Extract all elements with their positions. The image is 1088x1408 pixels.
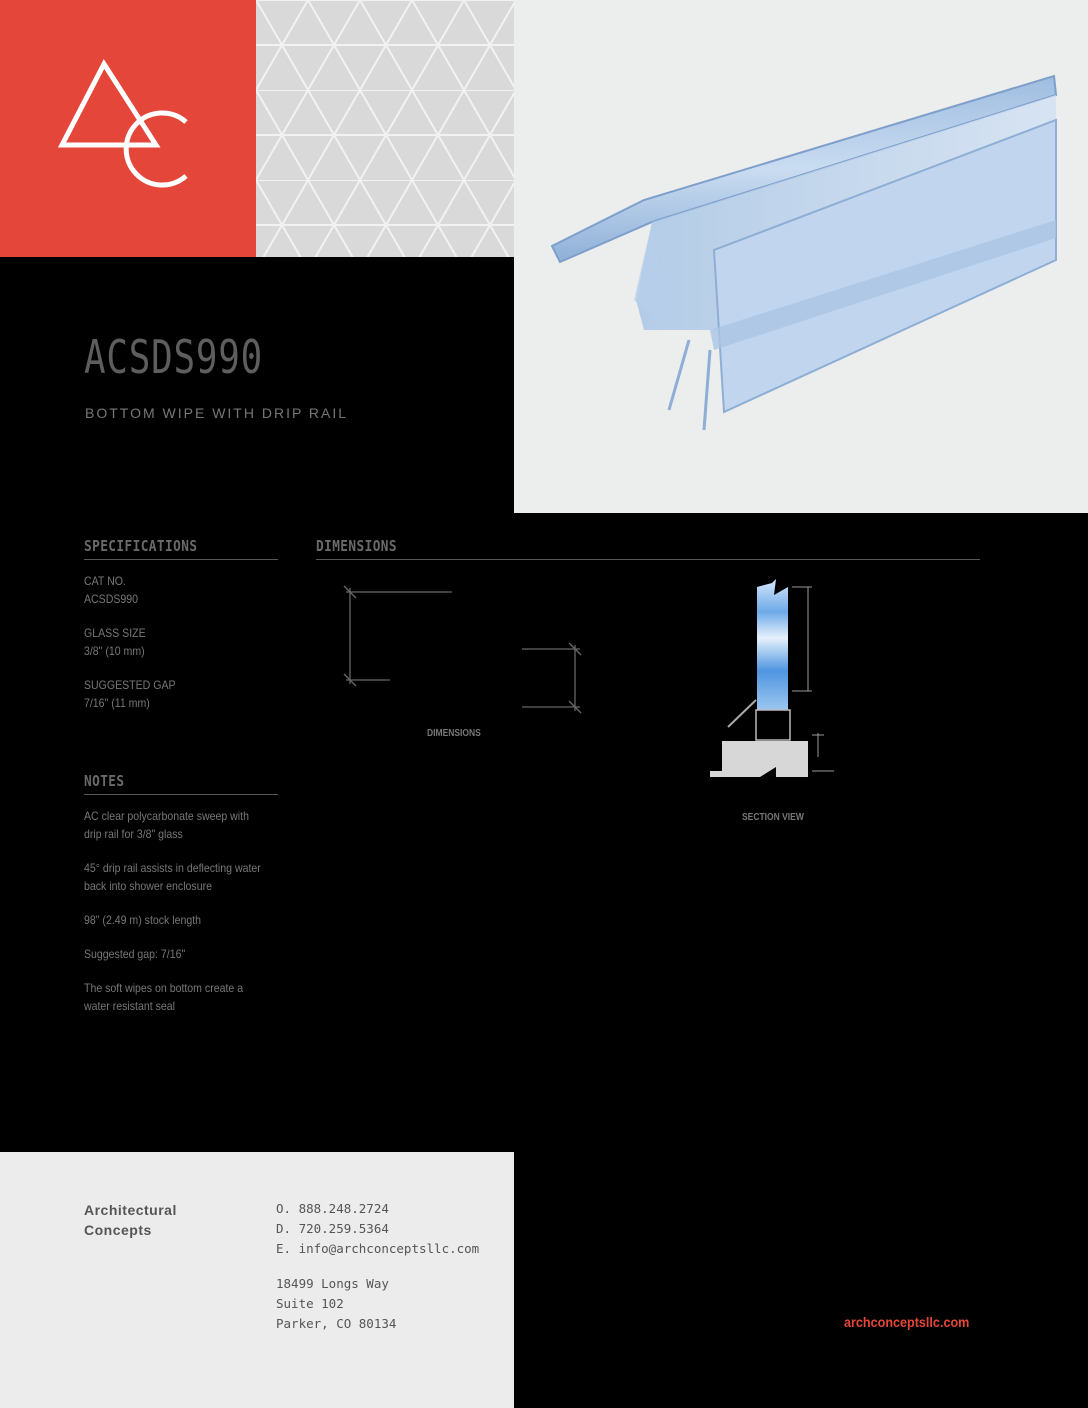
spec-cat-no [84,572,145,608]
spec-label: SUGGESTED GAP [84,678,176,692]
specifications-heading: SPECIFICATIONS [84,537,198,555]
address-line: Parker, CO 80134 [276,1316,397,1331]
spec-value: 3/8" (10 mm) [84,644,145,658]
contact-details [276,1199,479,1259]
dimensions-drawing [316,570,616,730]
note-item: Suggested gap: 7/16" [84,947,186,961]
note-item: 98" (2.49 m) stock length [84,913,202,927]
dimensions-caption: DIMENSIONS [427,728,481,739]
note-item: AC clear polycarbonate sweep with drip rail for 3/8" glass [84,809,249,841]
address-block [276,1274,396,1334]
product-subtitle: BOTTOM WIPE WITH DRIP RAIL [85,405,349,421]
spec-value: 7/16" (11 mm) [84,696,150,710]
spec-glass-size [84,624,154,660]
address-line: Suite 102 [276,1296,344,1311]
website-link[interactable]: archconceptsllc.com [844,1314,970,1330]
company-name-line: Concepts [84,1222,152,1238]
address-line: 18499 Longs Way [276,1276,389,1291]
product-extrusion-image [514,0,1088,513]
notes-heading: NOTES [84,772,125,790]
footer-contact-panel [0,1152,514,1408]
note-item: 45° drip rail assists in deflecting water back into shower enclosure [84,861,261,893]
triangle-pattern-panel [256,0,514,257]
dimensions-heading: DIMENSIONS [316,537,398,555]
spec-label: CAT NO. [84,574,126,588]
section-view-caption: SECTION VIEW [742,812,804,823]
note-item: The soft wipes on bottom create a water resistant seal [84,981,244,1013]
direct-phone[interactable]: D. 720.259.5364 [276,1221,389,1236]
specifications-divider [84,559,278,560]
product-photo [514,0,1088,513]
company-name-line: Architectural [84,1202,177,1218]
email-link[interactable]: E. info@archconceptsllc.com [276,1241,480,1256]
product-title: ACSDS990 [84,330,264,384]
triangle-pattern-icon [256,0,514,257]
section-view-drawing [700,575,850,790]
spec-value: ACSDS990 [84,592,139,606]
spec-suggested-gap [84,676,188,712]
brand-logo-panel [0,0,256,257]
spec-label: GLASS SIZE [84,626,146,640]
dimensions-divider [316,559,980,560]
office-phone[interactable]: O. 888.248.2724 [276,1201,389,1216]
company-name [84,1200,177,1240]
ac-logo-icon [0,0,256,257]
notes-divider [84,794,278,795]
